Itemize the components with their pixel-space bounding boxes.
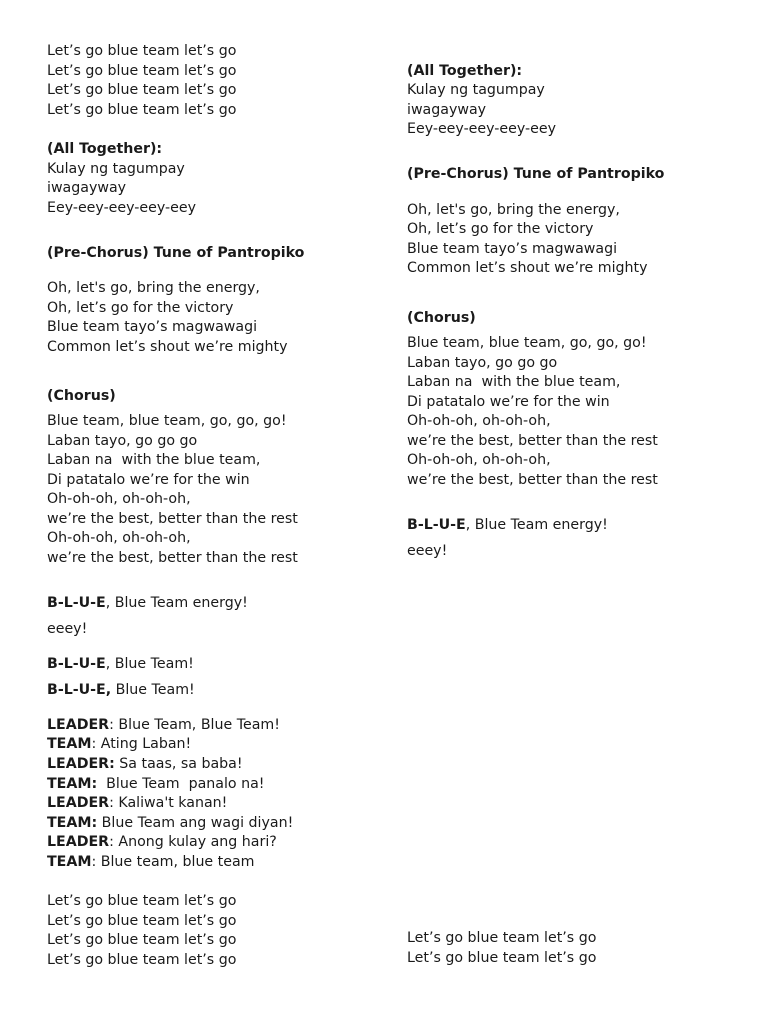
all-together-heading: (All Together): xyxy=(47,141,163,157)
intro-line: Let’s go blue team let’s go xyxy=(47,63,237,79)
call-response-line xyxy=(47,794,227,814)
blue-team-text: , Blue Team! xyxy=(105,656,194,672)
chorus-line: Di patatalo we’re for the win xyxy=(407,394,610,410)
blue-energy-line xyxy=(407,516,608,536)
intro-line: Let’s go blue team let’s go xyxy=(47,102,237,118)
call-response-line xyxy=(47,735,191,755)
chorus-line: Blue team, blue team, go, go, go! xyxy=(47,413,287,429)
call-text: Blue team, blue team xyxy=(96,854,255,870)
role-label: LEADER xyxy=(47,717,110,733)
call-response-line xyxy=(47,814,293,834)
role-label: TEAM xyxy=(47,854,92,870)
prechorus-line: Blue team tayo’s magwawagi xyxy=(47,319,258,335)
role-sep: : xyxy=(109,717,114,733)
intro-line: Let’s go blue team let’s go xyxy=(47,43,237,59)
prechorus-line: Common let’s shout we’re mighty xyxy=(47,339,288,355)
outro-line: Let’s go blue team let’s go xyxy=(407,930,597,946)
all-together-heading: (All Together): xyxy=(407,63,523,79)
chorus-line: Oh-oh-oh, oh-oh-oh, xyxy=(407,413,551,429)
chorus-line: Oh-oh-oh, oh-oh-oh, xyxy=(407,452,551,468)
chorus-heading: (Chorus) xyxy=(407,310,476,326)
chorus-line: Laban na with the blue team, xyxy=(47,452,261,468)
call-text: Blue Team ang wagi diyan! xyxy=(97,815,294,831)
blue-energy-text: , Blue Team energy! xyxy=(465,517,608,533)
outro-line: Let’s go blue team let’s go xyxy=(47,893,237,909)
call-text: Sa taas, sa baba! xyxy=(114,756,243,772)
all-together-line: Kulay ng tagumpay xyxy=(407,82,545,98)
blue-spell: B-L-U-E xyxy=(47,656,106,672)
role-sep: : xyxy=(109,834,114,850)
prechorus-line: Oh, let’s go for the victory xyxy=(407,221,594,237)
role-sep: : xyxy=(91,854,97,870)
blue-team-line xyxy=(47,681,195,701)
outro-line: Let’s go blue team let’s go xyxy=(47,932,237,948)
blue-energy-text: , Blue Team energy! xyxy=(105,595,248,611)
chorus-line: we’re the best, better than the rest xyxy=(47,550,298,566)
call-text: Blue Team panalo na! xyxy=(97,776,265,792)
blue-spell: B-L-U-E xyxy=(407,517,466,533)
chorus-line: we’re the best, better than the rest xyxy=(407,433,658,449)
call-response-line xyxy=(47,775,265,795)
outro-line: Let’s go blue team let’s go xyxy=(407,950,597,966)
all-together-line: Eey-eey-eey-eey-eey xyxy=(47,200,196,216)
blue-energy-line xyxy=(47,594,248,614)
blue-spell: B-L-U-E xyxy=(47,595,106,611)
all-together-line: Kulay ng tagumpay xyxy=(47,161,185,177)
blue-team-line xyxy=(47,655,194,675)
all-together-line: iwagayway xyxy=(407,102,487,118)
chorus-line: Laban na with the blue team, xyxy=(407,374,621,390)
prechorus-line: Oh, let’s go for the victory xyxy=(47,300,234,316)
prechorus-line: Blue team tayo’s magwawagi xyxy=(407,241,618,257)
all-together-line: iwagayway xyxy=(47,180,127,196)
call-response-line xyxy=(47,716,280,736)
prechorus-line: Oh, let's go, bring the energy, xyxy=(47,280,260,296)
intro-line: Let’s go blue team let’s go xyxy=(47,82,237,98)
eeey-line: eeey! xyxy=(47,621,88,637)
chorus-line: Laban tayo, go go go xyxy=(407,355,558,371)
all-together-line: Eey-eey-eey-eey-eey xyxy=(407,121,556,137)
role-label: TEAM: xyxy=(47,815,98,831)
call-response-line xyxy=(47,755,243,775)
role-label: LEADER xyxy=(47,834,110,850)
call-text: Anong kulay ang hari? xyxy=(113,834,277,850)
role-sep: : xyxy=(109,795,114,811)
outro-line: Let’s go blue team let’s go xyxy=(47,913,237,929)
role-label: LEADER xyxy=(47,795,110,811)
chorus-line: we’re the best, better than the rest xyxy=(47,511,298,527)
chorus-line: Laban tayo, go go go xyxy=(47,433,198,449)
blue-spell: B-L-U-E, xyxy=(47,682,112,698)
role-label: TEAM: xyxy=(47,776,98,792)
outro-line: Let’s go blue team let’s go xyxy=(47,952,237,968)
prechorus-line: Common let’s shout we’re mighty xyxy=(407,260,648,276)
call-response-line xyxy=(47,833,277,853)
call-text: Ating Laban! xyxy=(96,736,192,752)
role-sep: : xyxy=(91,736,97,752)
chorus-line: we’re the best, better than the rest xyxy=(407,472,658,488)
chorus-line: Di patatalo we’re for the win xyxy=(47,472,250,488)
chorus-line: Oh-oh-oh, oh-oh-oh, xyxy=(47,530,191,546)
role-label: TEAM xyxy=(47,736,92,752)
blue-team-text: Blue Team! xyxy=(111,682,195,698)
chorus-heading: (Chorus) xyxy=(47,388,116,404)
prechorus-heading: (Pre-Chorus) Tune of Pantropiko xyxy=(47,245,305,261)
call-text: Kaliwa't kanan! xyxy=(113,795,228,811)
call-response-line xyxy=(47,853,254,873)
prechorus-line: Oh, let's go, bring the energy, xyxy=(407,202,620,218)
prechorus-heading: (Pre-Chorus) Tune of Pantropiko xyxy=(407,166,665,182)
role-label: LEADER: xyxy=(47,756,115,772)
eeey-line: eeey! xyxy=(407,543,448,559)
chorus-line: Oh-oh-oh, oh-oh-oh, xyxy=(47,491,191,507)
chorus-line: Blue team, blue team, go, go, go! xyxy=(407,335,647,351)
call-text: Blue Team, Blue Team! xyxy=(113,717,280,733)
